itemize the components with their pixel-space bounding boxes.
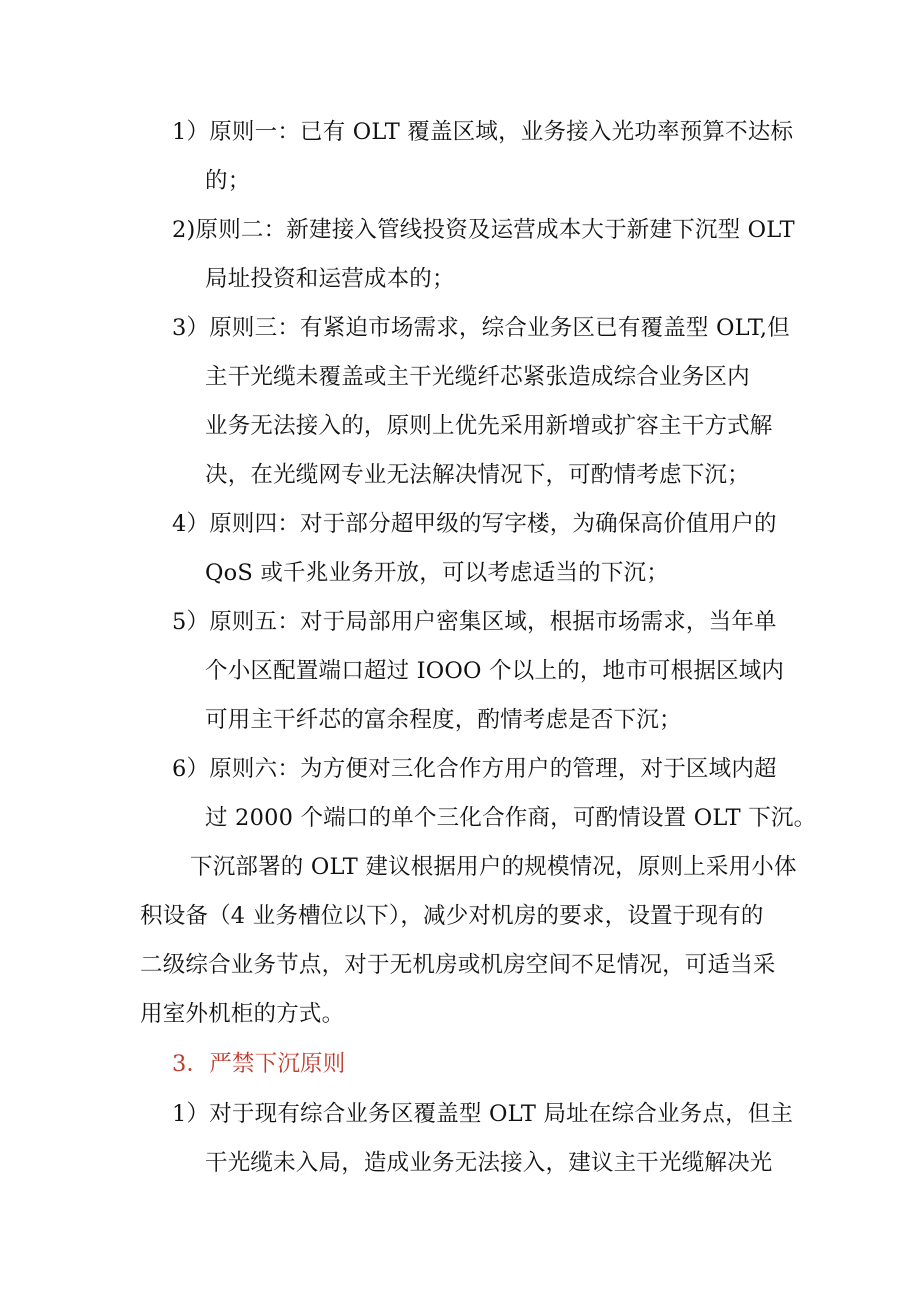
deployment-paragraph-line-3: 二级综合业务节点，对于无机房或机房空间不足情况，可适当采: [140, 952, 776, 978]
list-item-3-line-4: 决，在光缆网专业无法解决情况下，可酌情考虑下沉；: [205, 462, 750, 488]
list-item-3-line-1: 3）原则三：有紧迫市场需求，综合业务区已有覆盖型 OLT,但: [172, 315, 790, 341]
section-3-heading: 3．严禁下沉原则: [172, 1051, 346, 1077]
deployment-paragraph-line-2: 积设备（4 业务槽位以下），减少对机房的要求，设置于现有的: [140, 903, 764, 929]
forbidden-item-1-line-2: 干光缆未入局，造成业务无法接入，建议主干光缆解决光: [205, 1150, 773, 1176]
list-item-3-line-3: 业务无法接入的，原则上优先采用新增或扩容主干方式解: [205, 413, 773, 439]
list-item-2-line-1: 2)原则二：新建接入管线投资及运营成本大于新建下沉型 OLT: [172, 217, 795, 243]
list-item-1-line-2: 的；: [205, 168, 251, 194]
deployment-paragraph-line-1: 下沉部署的 OLT 建议根据用户的规模情况，原则上采用小体: [190, 854, 797, 880]
list-item-1-line-1: 1）原则一：已有 OLT 覆盖区域，业务接入光功率预算不达标: [172, 119, 794, 145]
list-item-5-line-2: 个小区配置端口超过 IOOO 个以上的，地市可根据区域内: [205, 658, 785, 684]
list-item-3-line-2: 主干光缆未覆盖或主干光缆纤芯紧张造成综合业务区内: [205, 364, 750, 390]
forbidden-item-1-line-1: 1）对于现有综合业务区覆盖型 OLT 局址在综合业务点，但主: [172, 1101, 794, 1127]
list-item-6-line-2: 过 2000 个端口的单个三化合作商，可酌情设置 OLT 下沉。: [205, 805, 817, 831]
list-item-5-line-3: 可用主干纤芯的富余程度，酌情考虑是否下沉；: [205, 707, 682, 733]
list-item-6-line-1: 6）原则六：为方便对三化合作方用户的管理，对于区域内超: [172, 756, 777, 782]
list-item-4-line-2: QoS 或千兆业务开放，可以考虑适当的下沉；: [205, 560, 669, 586]
list-item-4-line-1: 4）原则四：对于部分超甲级的写字楼，为确保高价值用户的: [172, 511, 777, 537]
deployment-paragraph-line-4: 用室外机柜的方式。: [140, 1001, 345, 1027]
list-item-5-line-1: 5）原则五：对于局部用户密集区域，根据市场需求，当年单: [172, 609, 777, 635]
list-item-2-line-2: 局址投资和运营成本的；: [205, 266, 455, 292]
